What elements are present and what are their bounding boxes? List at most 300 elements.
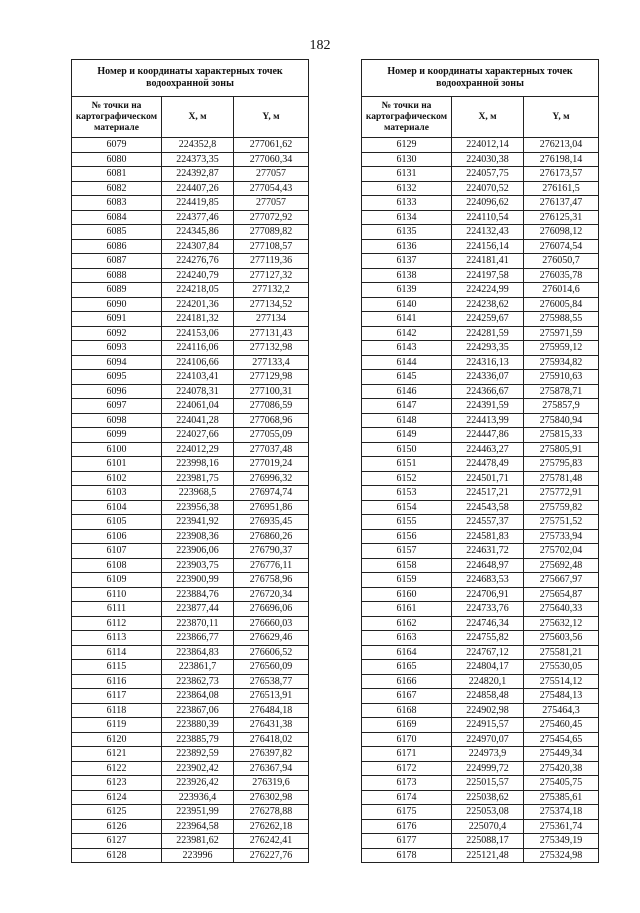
point-number-cell: 6082	[72, 181, 162, 196]
x-coordinate-cell: 224156,14	[452, 239, 524, 254]
table-row	[72, 544, 309, 559]
point-number-cell: 6175	[362, 805, 452, 820]
x-coordinate-cell: 224106,66	[162, 355, 234, 370]
column-header-y: Y, м	[234, 97, 309, 138]
y-coordinate-cell: 276262,18	[234, 819, 309, 834]
y-coordinate-cell: 275405,75	[524, 776, 599, 791]
coordinates-table-left	[71, 59, 309, 863]
table-row	[362, 471, 599, 486]
x-coordinate-cell: 224733,76	[452, 602, 524, 617]
y-coordinate-cell: 275795,83	[524, 457, 599, 472]
x-coordinate-cell: 224543,58	[452, 500, 524, 515]
y-coordinate-cell: 275324,98	[524, 848, 599, 863]
table-row	[362, 602, 599, 617]
point-number-cell: 6151	[362, 457, 452, 472]
x-coordinate-cell: 224755,82	[452, 631, 524, 646]
x-coordinate-cell: 223880,39	[162, 718, 234, 733]
table-row	[72, 573, 309, 588]
y-coordinate-cell: 275374,18	[524, 805, 599, 820]
y-coordinate-cell: 276560,09	[234, 660, 309, 675]
page-number: 182	[309, 38, 331, 53]
point-number-cell: 6099	[72, 428, 162, 443]
x-coordinate-cell: 224201,36	[162, 297, 234, 312]
x-coordinate-cell: 224683,53	[452, 573, 524, 588]
table-row	[362, 254, 599, 269]
table-row	[362, 718, 599, 733]
point-number-cell: 6166	[362, 674, 452, 689]
y-coordinate-cell: 275530,05	[524, 660, 599, 675]
x-coordinate-cell: 224746,34	[452, 616, 524, 631]
table-row	[72, 689, 309, 704]
point-number-cell: 6100	[72, 442, 162, 457]
point-number-cell: 6086	[72, 239, 162, 254]
table-row	[72, 268, 309, 283]
table-row	[362, 834, 599, 849]
table-row	[72, 138, 309, 153]
y-coordinate-cell: 275772,91	[524, 486, 599, 501]
table-row	[362, 138, 599, 153]
table-row	[362, 819, 599, 834]
x-coordinate-cell: 224293,35	[452, 341, 524, 356]
table-row	[72, 761, 309, 776]
point-number-cell: 6161	[362, 602, 452, 617]
x-coordinate-cell: 223885,79	[162, 732, 234, 747]
x-coordinate-cell: 224153,06	[162, 326, 234, 341]
x-coordinate-cell: 223902,42	[162, 761, 234, 776]
y-coordinate-cell: 277037,48	[234, 442, 309, 457]
table-row	[362, 355, 599, 370]
y-coordinate-cell: 275702,04	[524, 544, 599, 559]
y-coordinate-cell: 276606,52	[234, 645, 309, 660]
x-coordinate-cell: 223951,99	[162, 805, 234, 820]
point-number-cell: 6107	[72, 544, 162, 559]
point-number-cell: 6112	[72, 616, 162, 631]
table-row	[72, 181, 309, 196]
y-coordinate-cell: 276050,7	[524, 254, 599, 269]
point-number-cell: 6120	[72, 732, 162, 747]
y-coordinate-cell: 275751,52	[524, 515, 599, 530]
x-coordinate-cell: 224902,98	[452, 703, 524, 718]
table-row	[362, 544, 599, 559]
point-number-cell: 6115	[72, 660, 162, 675]
x-coordinate-cell: 224419,85	[162, 196, 234, 211]
y-coordinate-cell: 275692,48	[524, 558, 599, 573]
y-coordinate-cell: 275759,82	[524, 500, 599, 515]
y-coordinate-cell: 276319,6	[234, 776, 309, 791]
table-row	[72, 718, 309, 733]
y-coordinate-cell: 275781,48	[524, 471, 599, 486]
point-number-cell: 6087	[72, 254, 162, 269]
coordinates-table-right	[361, 59, 599, 863]
x-coordinate-cell: 224501,71	[452, 471, 524, 486]
x-coordinate-cell: 223968,5	[162, 486, 234, 501]
y-coordinate-cell: 277061,62	[234, 138, 309, 153]
y-coordinate-cell: 275934,82	[524, 355, 599, 370]
x-coordinate-cell: 224463,27	[452, 442, 524, 457]
x-coordinate-cell: 223867,06	[162, 703, 234, 718]
column-header-point: № точки на картографическом материале	[362, 97, 452, 138]
y-coordinate-cell: 275805,91	[524, 442, 599, 457]
table-row	[362, 457, 599, 472]
y-coordinate-cell: 276227,76	[234, 848, 309, 863]
y-coordinate-cell: 275815,33	[524, 428, 599, 443]
y-coordinate-cell: 277019,24	[234, 457, 309, 472]
point-number-cell: 6124	[72, 790, 162, 805]
table-row	[72, 283, 309, 298]
point-number-cell: 6085	[72, 225, 162, 240]
table-row	[362, 370, 599, 385]
table-row	[362, 674, 599, 689]
point-number-cell: 6093	[72, 341, 162, 356]
table-row	[362, 268, 599, 283]
table-row	[72, 500, 309, 515]
table-row	[362, 616, 599, 631]
table-row	[72, 370, 309, 385]
point-number-cell: 6147	[362, 399, 452, 414]
x-coordinate-cell: 224373,35	[162, 152, 234, 167]
x-coordinate-cell: 223906,06	[162, 544, 234, 559]
table-row	[72, 660, 309, 675]
point-number-cell: 6136	[362, 239, 452, 254]
point-number-cell: 6178	[362, 848, 452, 863]
x-coordinate-cell: 224581,83	[452, 529, 524, 544]
point-number-cell: 6132	[362, 181, 452, 196]
x-coordinate-cell: 224970,07	[452, 732, 524, 747]
table-row	[72, 471, 309, 486]
column-header-y: Y, м	[524, 97, 599, 138]
y-coordinate-cell: 276660,03	[234, 616, 309, 631]
x-coordinate-cell: 224973,9	[452, 747, 524, 762]
y-coordinate-cell: 276035,78	[524, 268, 599, 283]
table-row	[362, 703, 599, 718]
y-coordinate-cell: 276538,77	[234, 674, 309, 689]
point-number-cell: 6126	[72, 819, 162, 834]
y-coordinate-cell: 276696,06	[234, 602, 309, 617]
table-row	[362, 152, 599, 167]
y-coordinate-cell: 275361,74	[524, 819, 599, 834]
point-number-cell: 6108	[72, 558, 162, 573]
y-coordinate-cell: 276098,12	[524, 225, 599, 240]
x-coordinate-cell: 224316,13	[452, 355, 524, 370]
x-coordinate-cell: 223861,7	[162, 660, 234, 675]
table-row	[72, 442, 309, 457]
point-number-cell: 6091	[72, 312, 162, 327]
y-coordinate-cell: 275654,87	[524, 587, 599, 602]
x-coordinate-cell: 223956,38	[162, 500, 234, 515]
y-coordinate-cell: 275349,19	[524, 834, 599, 849]
y-coordinate-cell: 276278,88	[234, 805, 309, 820]
table-row	[72, 645, 309, 660]
table-title: Номер и координаты характерных точек водоохранной зоны	[72, 60, 309, 97]
point-number-cell: 6122	[72, 761, 162, 776]
y-coordinate-cell: 277132,2	[234, 283, 309, 298]
x-coordinate-cell: 225070,4	[452, 819, 524, 834]
table-row	[362, 239, 599, 254]
x-coordinate-cell: 224078,31	[162, 384, 234, 399]
point-number-cell: 6163	[362, 631, 452, 646]
point-number-cell: 6138	[362, 268, 452, 283]
table-row	[72, 631, 309, 646]
point-number-cell: 6083	[72, 196, 162, 211]
y-coordinate-cell: 275878,71	[524, 384, 599, 399]
x-coordinate-cell: 224366,67	[452, 384, 524, 399]
y-coordinate-cell: 276758,96	[234, 573, 309, 588]
y-coordinate-cell: 277055,09	[234, 428, 309, 443]
point-number-cell: 6130	[362, 152, 452, 167]
table-row	[72, 732, 309, 747]
point-number-cell: 6164	[362, 645, 452, 660]
table-row	[362, 225, 599, 240]
table-row	[362, 515, 599, 530]
x-coordinate-cell: 223908,36	[162, 529, 234, 544]
table-row	[72, 312, 309, 327]
table-row	[72, 587, 309, 602]
x-coordinate-cell: 224648,97	[452, 558, 524, 573]
point-number-cell: 6171	[362, 747, 452, 762]
x-coordinate-cell: 224061,04	[162, 399, 234, 414]
y-coordinate-cell: 276513,91	[234, 689, 309, 704]
table-row	[362, 689, 599, 704]
point-number-cell: 6134	[362, 210, 452, 225]
point-number-cell: 6156	[362, 529, 452, 544]
table-row	[72, 674, 309, 689]
x-coordinate-cell: 224336,07	[452, 370, 524, 385]
point-number-cell: 6150	[362, 442, 452, 457]
table-row	[362, 486, 599, 501]
point-number-cell: 6155	[362, 515, 452, 530]
y-coordinate-cell: 275464,3	[524, 703, 599, 718]
y-coordinate-cell: 276125,31	[524, 210, 599, 225]
x-coordinate-cell: 224557,37	[452, 515, 524, 530]
point-number-cell: 6081	[72, 167, 162, 182]
table-row	[362, 587, 599, 602]
x-coordinate-cell: 224915,57	[452, 718, 524, 733]
x-coordinate-cell: 223941,92	[162, 515, 234, 530]
point-number-cell: 6167	[362, 689, 452, 704]
table-row	[72, 152, 309, 167]
table-row	[362, 181, 599, 196]
point-number-cell: 6113	[72, 631, 162, 646]
table-body-right	[362, 138, 599, 863]
x-coordinate-cell: 224820,1	[452, 674, 524, 689]
x-coordinate-cell: 223866,77	[162, 631, 234, 646]
y-coordinate-cell: 276173,57	[524, 167, 599, 182]
y-coordinate-cell: 276484,18	[234, 703, 309, 718]
column-header-x: X, м	[162, 97, 234, 138]
table-row	[72, 341, 309, 356]
y-coordinate-cell: 275959,12	[524, 341, 599, 356]
y-coordinate-cell: 276974,74	[234, 486, 309, 501]
y-coordinate-cell: 277060,34	[234, 152, 309, 167]
x-coordinate-cell: 223900,99	[162, 573, 234, 588]
x-coordinate-cell: 223981,62	[162, 834, 234, 849]
table-body-left	[72, 138, 309, 863]
point-number-cell: 6089	[72, 283, 162, 298]
point-number-cell: 6149	[362, 428, 452, 443]
point-number-cell: 6114	[72, 645, 162, 660]
table-row	[362, 341, 599, 356]
x-coordinate-cell: 224103,41	[162, 370, 234, 385]
point-number-cell: 6131	[362, 167, 452, 182]
y-coordinate-cell: 275640,33	[524, 602, 599, 617]
point-number-cell: 6135	[362, 225, 452, 240]
y-coordinate-cell: 276397,82	[234, 747, 309, 762]
table-row	[72, 297, 309, 312]
y-coordinate-cell: 277133,4	[234, 355, 309, 370]
point-number-cell: 6096	[72, 384, 162, 399]
point-number-cell: 6103	[72, 486, 162, 501]
y-coordinate-cell: 276629,46	[234, 631, 309, 646]
table-row	[362, 645, 599, 660]
table-row	[362, 761, 599, 776]
x-coordinate-cell: 224132,43	[452, 225, 524, 240]
point-number-cell: 6102	[72, 471, 162, 486]
point-number-cell: 6111	[72, 602, 162, 617]
table-row	[72, 225, 309, 240]
y-coordinate-cell: 277086,59	[234, 399, 309, 414]
table-row	[362, 747, 599, 762]
x-coordinate-cell: 224041,28	[162, 413, 234, 428]
point-number-cell: 6104	[72, 500, 162, 515]
table-row	[72, 457, 309, 472]
x-coordinate-cell: 223864,83	[162, 645, 234, 660]
x-coordinate-cell: 224804,17	[452, 660, 524, 675]
x-coordinate-cell: 224181,41	[452, 254, 524, 269]
y-coordinate-cell: 276014,6	[524, 283, 599, 298]
point-number-cell: 6119	[72, 718, 162, 733]
y-coordinate-cell: 277072,92	[234, 210, 309, 225]
table-row	[362, 196, 599, 211]
point-number-cell: 6140	[362, 297, 452, 312]
table-row	[362, 297, 599, 312]
table-row	[72, 848, 309, 863]
table-row	[362, 660, 599, 675]
y-coordinate-cell: 277054,43	[234, 181, 309, 196]
table-row	[362, 790, 599, 805]
x-coordinate-cell: 225038,62	[452, 790, 524, 805]
point-number-cell: 6092	[72, 326, 162, 341]
point-number-cell: 6143	[362, 341, 452, 356]
x-coordinate-cell: 224197,58	[452, 268, 524, 283]
x-coordinate-cell: 223936,4	[162, 790, 234, 805]
x-coordinate-cell: 223981,75	[162, 471, 234, 486]
point-number-cell: 6106	[72, 529, 162, 544]
y-coordinate-cell: 277131,43	[234, 326, 309, 341]
x-coordinate-cell: 224027,66	[162, 428, 234, 443]
table-row	[72, 790, 309, 805]
point-number-cell: 6174	[362, 790, 452, 805]
table-row	[72, 355, 309, 370]
y-coordinate-cell: 276005,84	[524, 297, 599, 312]
point-number-cell: 6153	[362, 486, 452, 501]
table-row	[362, 428, 599, 443]
table-row	[72, 616, 309, 631]
y-coordinate-cell: 276198,14	[524, 152, 599, 167]
table-row	[72, 486, 309, 501]
table-row	[362, 326, 599, 341]
x-coordinate-cell: 224391,59	[452, 399, 524, 414]
point-number-cell: 6165	[362, 660, 452, 675]
table-row	[362, 573, 599, 588]
x-coordinate-cell: 224240,79	[162, 268, 234, 283]
table-row	[362, 384, 599, 399]
y-coordinate-cell: 277134,52	[234, 297, 309, 312]
x-coordinate-cell: 224224,99	[452, 283, 524, 298]
x-coordinate-cell: 223903,75	[162, 558, 234, 573]
y-coordinate-cell: 277129,98	[234, 370, 309, 385]
table-row	[362, 312, 599, 327]
table-row	[362, 529, 599, 544]
table-row	[362, 283, 599, 298]
x-coordinate-cell: 224478,49	[452, 457, 524, 472]
point-number-cell: 6079	[72, 138, 162, 153]
x-coordinate-cell: 224767,12	[452, 645, 524, 660]
point-number-cell: 6128	[72, 848, 162, 863]
point-number-cell: 6146	[362, 384, 452, 399]
table-row	[72, 254, 309, 269]
table-row	[72, 529, 309, 544]
x-coordinate-cell: 225053,08	[452, 805, 524, 820]
point-number-cell: 6159	[362, 573, 452, 588]
point-number-cell: 6162	[362, 616, 452, 631]
point-number-cell: 6144	[362, 355, 452, 370]
x-coordinate-cell: 224307,84	[162, 239, 234, 254]
x-coordinate-cell: 224259,67	[452, 312, 524, 327]
x-coordinate-cell: 225121,48	[452, 848, 524, 863]
point-number-cell: 6080	[72, 152, 162, 167]
point-number-cell: 6170	[362, 732, 452, 747]
table-row	[72, 515, 309, 530]
point-number-cell: 6152	[362, 471, 452, 486]
x-coordinate-cell: 223864,08	[162, 689, 234, 704]
y-coordinate-cell: 276790,37	[234, 544, 309, 559]
y-coordinate-cell: 276720,34	[234, 587, 309, 602]
point-number-cell: 6117	[72, 689, 162, 704]
y-coordinate-cell: 275385,61	[524, 790, 599, 805]
table-row	[72, 747, 309, 762]
y-coordinate-cell: 275460,45	[524, 718, 599, 733]
y-coordinate-cell: 276302,98	[234, 790, 309, 805]
point-number-cell: 6176	[362, 819, 452, 834]
y-coordinate-cell: 275484,13	[524, 689, 599, 704]
y-coordinate-cell: 276951,86	[234, 500, 309, 515]
x-coordinate-cell: 224218,05	[162, 283, 234, 298]
x-coordinate-cell: 224057,75	[452, 167, 524, 182]
x-coordinate-cell: 223862,73	[162, 674, 234, 689]
y-coordinate-cell: 277089,82	[234, 225, 309, 240]
point-number-cell: 6148	[362, 413, 452, 428]
y-coordinate-cell: 276213,04	[524, 138, 599, 153]
table-row	[72, 558, 309, 573]
y-coordinate-cell: 277108,57	[234, 239, 309, 254]
point-number-cell: 6098	[72, 413, 162, 428]
y-coordinate-cell: 276418,02	[234, 732, 309, 747]
x-coordinate-cell: 224392,87	[162, 167, 234, 182]
x-coordinate-cell: 225088,17	[452, 834, 524, 849]
x-coordinate-cell: 223877,44	[162, 602, 234, 617]
x-coordinate-cell: 223884,76	[162, 587, 234, 602]
table-row	[362, 399, 599, 414]
table-row	[72, 834, 309, 849]
x-coordinate-cell: 224407,26	[162, 181, 234, 196]
y-coordinate-cell: 275971,59	[524, 326, 599, 341]
y-coordinate-cell: 277119,36	[234, 254, 309, 269]
table-row	[362, 848, 599, 863]
x-coordinate-cell: 224706,91	[452, 587, 524, 602]
x-coordinate-cell: 224631,72	[452, 544, 524, 559]
point-number-cell: 6123	[72, 776, 162, 791]
column-header-x: X, м	[452, 97, 524, 138]
